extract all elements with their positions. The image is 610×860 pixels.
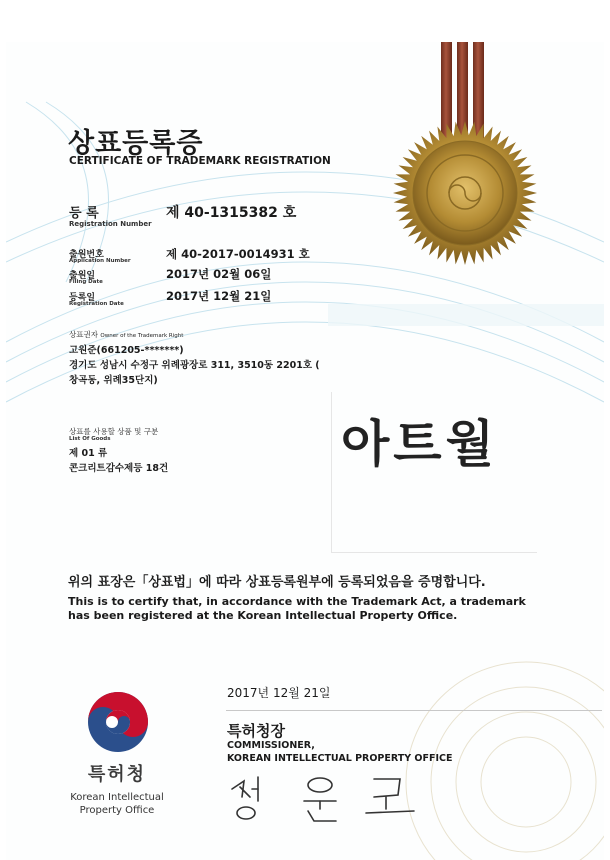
commissioner-title: 특허청장 bbox=[227, 722, 285, 740]
application-number: 제 40-2017-0014931 호 bbox=[166, 247, 310, 261]
goods-class: 제 01 류 bbox=[69, 448, 108, 459]
filing-date: 2017년 02월 06일 bbox=[166, 267, 272, 281]
certificate-title: 상표등록증 bbox=[68, 128, 204, 159]
filing-label-en: Filing Date bbox=[69, 279, 103, 285]
owner-address-line1: 경기도 성남시 수정구 위례광장로 311, 3510동 2201호 ( bbox=[69, 360, 320, 371]
owner-address-line2: 창곡동, 위례35단지) bbox=[69, 375, 158, 386]
owner-label bbox=[69, 329, 183, 340]
goods-label: 상표를 사용할 상품 및 구분 bbox=[69, 427, 159, 436]
commissioner-en-line1: COMMISSIONER, bbox=[227, 740, 315, 751]
signature bbox=[224, 767, 424, 827]
office-logo-en-line1: Korean Intellectual bbox=[70, 792, 164, 803]
certification-en-line1: This is to certify that, in accordance with the Trademark Act, a trademark bbox=[68, 595, 526, 608]
gold-seal-icon bbox=[392, 120, 538, 266]
owner-name: 고원준(661205-*******) bbox=[69, 345, 184, 356]
issue-date: 2017년 12월 21일 bbox=[227, 686, 331, 700]
commissioner-en-line2: KOREAN INTELLECTUAL PROPERTY OFFICE bbox=[227, 753, 453, 764]
goods-label-en: List Of Goods bbox=[69, 436, 111, 442]
registration-label-en: Registration Number bbox=[69, 220, 152, 228]
taegeuk-logo-icon bbox=[78, 682, 158, 762]
office-logo-ko: 특허청 bbox=[87, 764, 147, 785]
registration-label: 등 록 bbox=[69, 206, 99, 221]
owner-label-en: Owner of the Trademark Right bbox=[100, 333, 184, 339]
application-label-en: Application Number bbox=[69, 258, 131, 264]
certificate-page bbox=[6, 42, 604, 860]
divider bbox=[226, 710, 602, 711]
registration-number: 제 40-1315382 호 bbox=[166, 205, 297, 221]
registration-date-label: 등록일 bbox=[69, 293, 96, 303]
trademark-text: 아트월 bbox=[341, 415, 498, 473]
owner-label-ko: 상표권자 bbox=[69, 330, 98, 339]
goods-items: 콘크리트감수제등 18건 bbox=[69, 463, 169, 474]
certificate-subtitle: CERTIFICATE OF TRADEMARK REGISTRATION bbox=[69, 155, 331, 167]
certification-en-line2: has been registered at the Korean Intellectual Property Office. bbox=[68, 609, 458, 622]
registration-date-label-en: Registration Date bbox=[69, 301, 124, 307]
filing-label: 출원일 bbox=[69, 271, 96, 281]
registration-date: 2017년 12월 21일 bbox=[166, 289, 272, 303]
application-label: 출원번호 bbox=[69, 250, 104, 260]
certification-ko: 위의 표장은「상표법」에 따라 상표등록원부에 등록되었음을 증명합니다. bbox=[68, 575, 486, 590]
office-logo-en-line2: Property Office bbox=[79, 805, 155, 816]
